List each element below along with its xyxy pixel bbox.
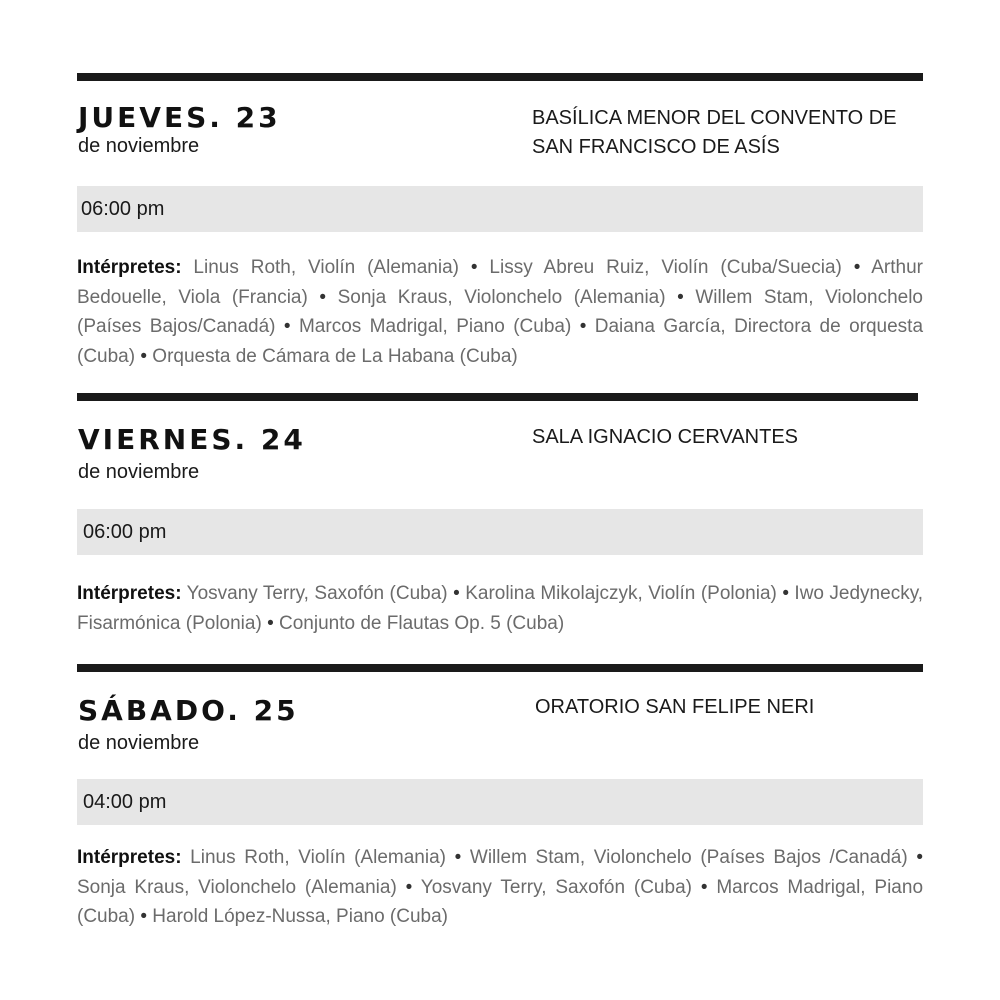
section-divider (77, 73, 923, 81)
performer: Harold López-Nussa, Piano (Cuba) (152, 906, 449, 927)
event-section (77, 664, 923, 944)
event-day: JUEVES. 23 (78, 101, 281, 134)
event-venue: ORATORIO SAN FELIPE NERI (535, 696, 815, 718)
performer: Orquesta de Cámara de La Habana (Cuba) (152, 345, 518, 367)
performer: Yosvany Terry, Saxofón (Cuba) (420, 876, 692, 898)
performer: Karolina Mikolajczyk, Violín (Polonia) (465, 583, 777, 604)
performer: Willem Stam, Violonchelo (Países Bajos /Canadá) (469, 847, 908, 868)
event-month: de noviembre (78, 732, 200, 754)
performers-label: Intérpretes: (77, 847, 182, 868)
event-day: VIERNES. 24 (78, 423, 306, 456)
performer: Marcos Madrigal, Piano (Cuba) (77, 876, 924, 927)
performer: Yosvany Terry, Saxofón (Cuba) (186, 583, 448, 604)
performers-label: Intérpretes: (77, 583, 182, 604)
performer: Sonja Kraus, Violonchelo (Alemania) (77, 876, 397, 898)
section-divider (77, 393, 918, 401)
performer: Sonja Kraus, Violonchelo (Alemania) (337, 286, 666, 308)
event-month: de noviembre (78, 135, 200, 157)
event-performers: Intérpretes: Linus Roth, Violín (Alemania) • Willem Stam, Violonchelo (Países Bajos /Canadá) • Sonja Kraus, Violonchelo (Alemania) • Yosvany Terry, Saxofón (Cuba) • Marcos Madrigal, Piano (Cuba) • Harold López-Nussa, Piano (Cuba) (77, 847, 924, 927)
event-section (77, 393, 923, 653)
event-time-bar (77, 186, 923, 232)
event-time-bar (77, 509, 923, 555)
event-performers: Intérpretes: Linus Roth, Violín (Alemania) • Lissy Abreu Ruiz, Violín (Cuba/Suecia) • Arthur Bedouelle, Viola (Francia) • Sonja Kraus, Violonchelo (Alemania) • Willem Stam, Violonchelo (Países Bajos/Canadá) • Marcos Madrigal, Piano (Cuba) • Daiana García, Directora de orquesta (Cuba) • Orquesta de Cámara de La Habana (Cuba) (77, 257, 924, 367)
event-section (77, 73, 923, 373)
performer: Linus Roth, Violín (Alemania) (193, 257, 459, 278)
event-day: SÁBADO. 25 (78, 694, 299, 727)
section-divider (77, 664, 923, 672)
performers-label: Intérpretes: (77, 257, 182, 278)
performer: Willem Stam, Violonchelo (Países Bajos/Canadá) (77, 286, 923, 337)
performer: Arthur Bedouelle, Viola (Francia) (77, 257, 923, 308)
event-performers: Intérpretes: Yosvany Terry, Saxofón (Cuba) • Karolina Mikolajczyk, Violín (Polonia) • Iwo Jedynecky, Fisarmónica (Polonia) • Conjunto de Flautas Op. 5 (Cuba) (77, 583, 924, 634)
event-venue: SALA IGNACIO CERVANTES (532, 426, 799, 448)
event-time: 04:00 pm (83, 791, 167, 813)
performer: Daiana García, Directora de orquesta (Cuba) (77, 316, 924, 367)
performer: Marcos Madrigal, Piano (Cuba) (298, 316, 572, 337)
event-month: de noviembre (78, 461, 200, 483)
performer: Conjunto de Flautas Op. 5 (Cuba) (279, 612, 565, 634)
performer: Iwo Jedynecky, Fisarmónica (Polonia) (77, 583, 924, 634)
event-time-bar (77, 779, 923, 825)
event-venue: BASÍLICA MENOR DEL CONVENTO DE SAN FRANCISCO DE ASÍS (532, 107, 897, 158)
event-time: 06:00 pm (83, 521, 167, 543)
performer: Lissy Abreu Ruiz, Violín (Cuba/Suecia) (489, 257, 842, 278)
performer: Linus Roth, Violín (Alemania) (190, 847, 446, 868)
event-time: 06:00 pm (81, 198, 165, 220)
